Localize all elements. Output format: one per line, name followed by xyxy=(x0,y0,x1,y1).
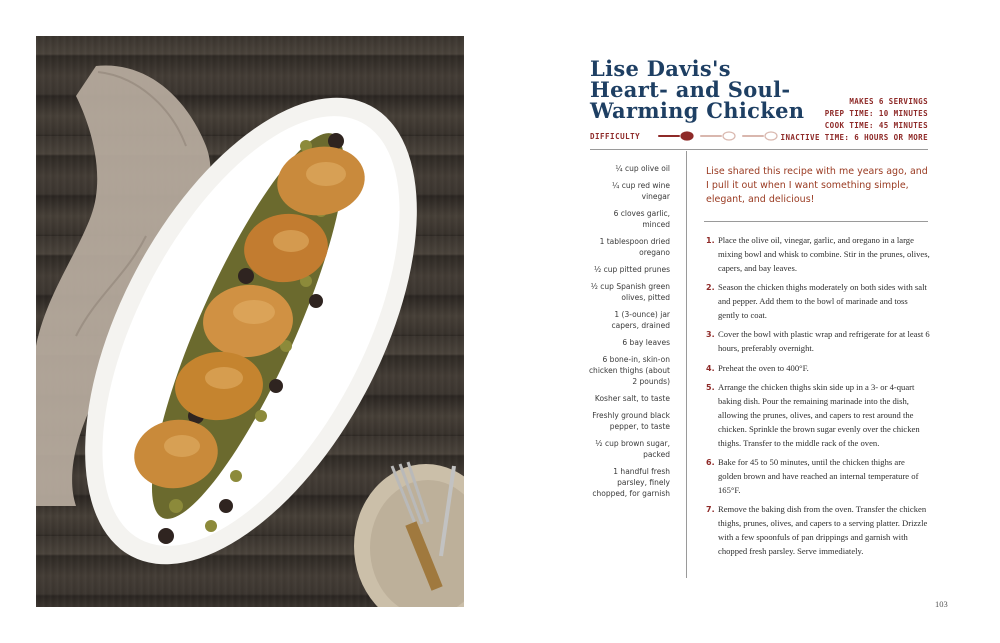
instruction-step xyxy=(706,381,930,451)
step-text: Cover the bowl with plastic wrap and refrigerate for at least 6 hours, preferably overnight. xyxy=(718,329,930,354)
step-number: 1. xyxy=(706,236,715,245)
page-number: 103 xyxy=(935,599,948,609)
step-number: 4. xyxy=(706,363,715,373)
ingredient-item: 1 handful fresh parsley, finely chopped, for garnish xyxy=(592,467,670,498)
difficulty-label: DIFFICULTY xyxy=(590,131,641,141)
instruction-step xyxy=(706,362,930,376)
step-number: 5. xyxy=(706,383,715,393)
ingredient-item: Freshly ground black pepper, to taste xyxy=(592,411,670,431)
instruction-step xyxy=(706,281,930,323)
inactive-time: INACTIVE TIME: 6 HOURS OR MORE xyxy=(780,133,928,142)
instruction-step xyxy=(706,328,930,356)
step-text: Bake for 45 to 50 minutes, until the chicken thighs are golden brown and have reached an internal temperature of 165°F. xyxy=(718,457,919,495)
recipe-meta xyxy=(781,96,928,144)
ingredient-item: 6 bay leaves xyxy=(622,338,670,347)
step-text: Arrange the chicken thighs skin side up in a 3- or 4-quart baking dish. Pour the remaining marinade into the dish, allowing the prunes, olives, and capers to rest around the chicken. Sprinkle the brown sugar evenly over the chicken thighs. Transfer to the middle rack of the oven. xyxy=(718,382,920,448)
step-number: 2. xyxy=(706,283,715,293)
instruction-step xyxy=(706,234,930,276)
ingredient-item: 6 cloves garlic, minced xyxy=(613,209,670,229)
difficulty-rating xyxy=(590,131,778,141)
intro-divider xyxy=(704,221,928,222)
ingredient-item: Kosher salt, to taste xyxy=(594,394,670,403)
difficulty-spoons xyxy=(658,131,778,141)
ingredient-item: 6 bone-in, skin-on chicken thighs (about 2 pounds) xyxy=(588,355,670,386)
spoon-icon xyxy=(700,131,736,141)
ingredient-item: 1 (3-ounce) jar capers, drained xyxy=(611,310,670,330)
title-line: Heart- and Soul- xyxy=(590,77,791,102)
title-line: Lise Davis's xyxy=(590,56,731,81)
spoon-icon xyxy=(742,131,778,141)
spoon-icon xyxy=(658,131,694,141)
step-number: 7. xyxy=(706,505,715,515)
prep-time: PREP TIME: 10 MINUTES xyxy=(824,109,928,118)
instruction-step xyxy=(706,456,930,498)
column-divider xyxy=(686,151,687,578)
ingredient-item: 1 tablespoon dried oregano xyxy=(599,237,670,257)
step-number: 6. xyxy=(706,458,715,468)
header-divider xyxy=(590,149,928,150)
step-text: Season the chicken thighs moderately on both sides with salt and pepper. Add them to the bowl of marinade and toss gently to coat. xyxy=(718,282,927,321)
instruction-step xyxy=(706,503,930,559)
step-text: Place the olive oil, vinegar, garlic, and oregano in a large mixing bowl and whisk to combine. Stir in the prunes, olives, capers, and bay leaves. xyxy=(718,235,930,273)
ingredient-item: ¼ cup olive oil xyxy=(615,164,670,173)
servings: MAKES 6 SERVINGS xyxy=(849,97,928,106)
dish-photo xyxy=(36,36,464,607)
ingredient-item: ½ cup pitted prunes xyxy=(593,265,670,274)
instruction-steps xyxy=(706,234,930,565)
cook-time: COOK TIME: 45 MINUTES xyxy=(824,121,928,130)
step-text: Preheat the oven to 400°F. xyxy=(718,362,809,373)
dish-illustration xyxy=(36,36,464,607)
step-number: 3. xyxy=(706,330,715,340)
title-line: Warming Chicken xyxy=(590,98,805,123)
step-text: Remove the baking dish from the oven. Transfer the chicken thighs, prunes, olives, and capers to a serving platter. Drizzle with a few spoonfuls of pan drippings and garnish with chopped fresh parsley. Serve immediately. xyxy=(718,504,928,557)
ingredient-item: ½ cup brown sugar, packed xyxy=(595,439,670,459)
recipe-intro: Lise shared this recipe with me years ago, and I pull it out when I want something simple, elegant, and delicious! xyxy=(706,166,928,205)
ingredient-item: ½ cup Spanish green olives, pitted xyxy=(590,282,670,302)
ingredient-list xyxy=(586,163,670,505)
ingredient-item: ¼ cup red wine vinegar xyxy=(612,181,670,201)
